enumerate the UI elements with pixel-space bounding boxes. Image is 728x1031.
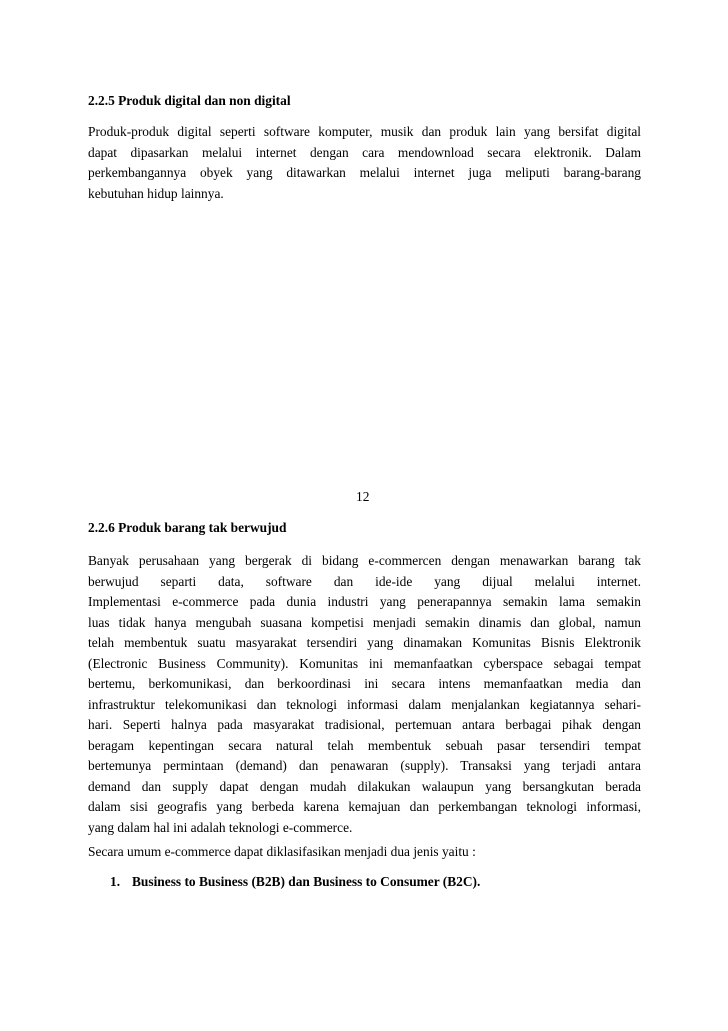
paragraph-line: berwujud separti data, software dan ide-ide yang dijual melalui internet. <box>88 573 641 589</box>
paragraph-line: perkembangannya obyek yang ditawarkan melalui internet juga meliputi barang-barang <box>88 165 641 180</box>
paragraph-line: beragam kepentingan secara natural telah membentuk sebuah pasar tersendiri tempat <box>88 737 641 753</box>
paragraph-line: demand dan supply dapat dengan mudah dilakukan walaupun yang bersangkutan berada <box>88 778 641 794</box>
paragraph-line: (Electronic Business Community). Komunitas ini memanfaatkan cyberspace sebagai tempat <box>88 655 641 671</box>
paragraph-line: bertemunya permintaan (demand) dan penawaran (supply). Transaksi yang terjadi antara <box>88 758 641 773</box>
section-heading-2-2-6: 2.2.6 Produk barang tak berwujud <box>88 520 287 535</box>
list-item-text: Business to Business (B2B) dan Business to Consumer (B2C). <box>132 874 481 889</box>
section-heading-2-2-5: 2.2.5 Produk digital dan non digital <box>88 93 291 108</box>
list-item-number: 1. <box>110 874 121 889</box>
paragraph-line: luas tidak hanya mengubah suasana kompetisi menjadi semakin dinamis dan global, namun <box>88 614 641 630</box>
classification-text: Secara umum e-commerce dapat diklasifasikan menjadi dua jenis yaitu : <box>88 844 476 859</box>
paragraph-produk-tak-berwujud <box>88 551 641 838</box>
paragraph-produk-digital <box>88 122 641 204</box>
paragraph-line: kebutuhan hidup lainnya. <box>88 185 224 201</box>
paragraph-line: bertemu, berkomunikasi, dan berkoordinasi ini secara intens memanfaatkan media dan <box>88 676 641 691</box>
paragraph-line: dalam sisi geografis yang berbeda karena kemajuan dan perkembangan teknologi informasi, <box>88 799 641 814</box>
paragraph-line: Banyak perusahaan yang bergerak di bidang e-commercen dengan menawarkan barang tak <box>88 553 641 568</box>
list-item <box>110 872 480 892</box>
paragraph-line: telah membentuk suatu masyarakat tersendiri yang dinamakan Komunitas Bisnis Elektronik <box>88 635 641 650</box>
paragraph-line: infrastruktur telekomunikasi dan teknologi informasi dalam menjalankan kegiatannya sehari- <box>88 696 641 712</box>
page-number: 12 <box>356 489 370 504</box>
paragraph-line: yang dalam hal ini adalah teknologi e-commerce. <box>88 819 353 835</box>
paragraph-line: dapat dipasarkan melalui internet dengan cara mendownload secara elektronik. Dalam <box>88 144 641 160</box>
paragraph-line: Implementasi e-commerce pada dunia industri yang penerapannya semakin lama semakin <box>88 594 641 609</box>
paragraph-line: Produk-produk digital seperti software komputer, musik dan produk lain yang bersifat digital <box>88 124 641 139</box>
paragraph-line: hari. Seperti halnya pada masyarakat tradisional, pertemuan antara berbagai pihak dengan <box>88 717 641 732</box>
